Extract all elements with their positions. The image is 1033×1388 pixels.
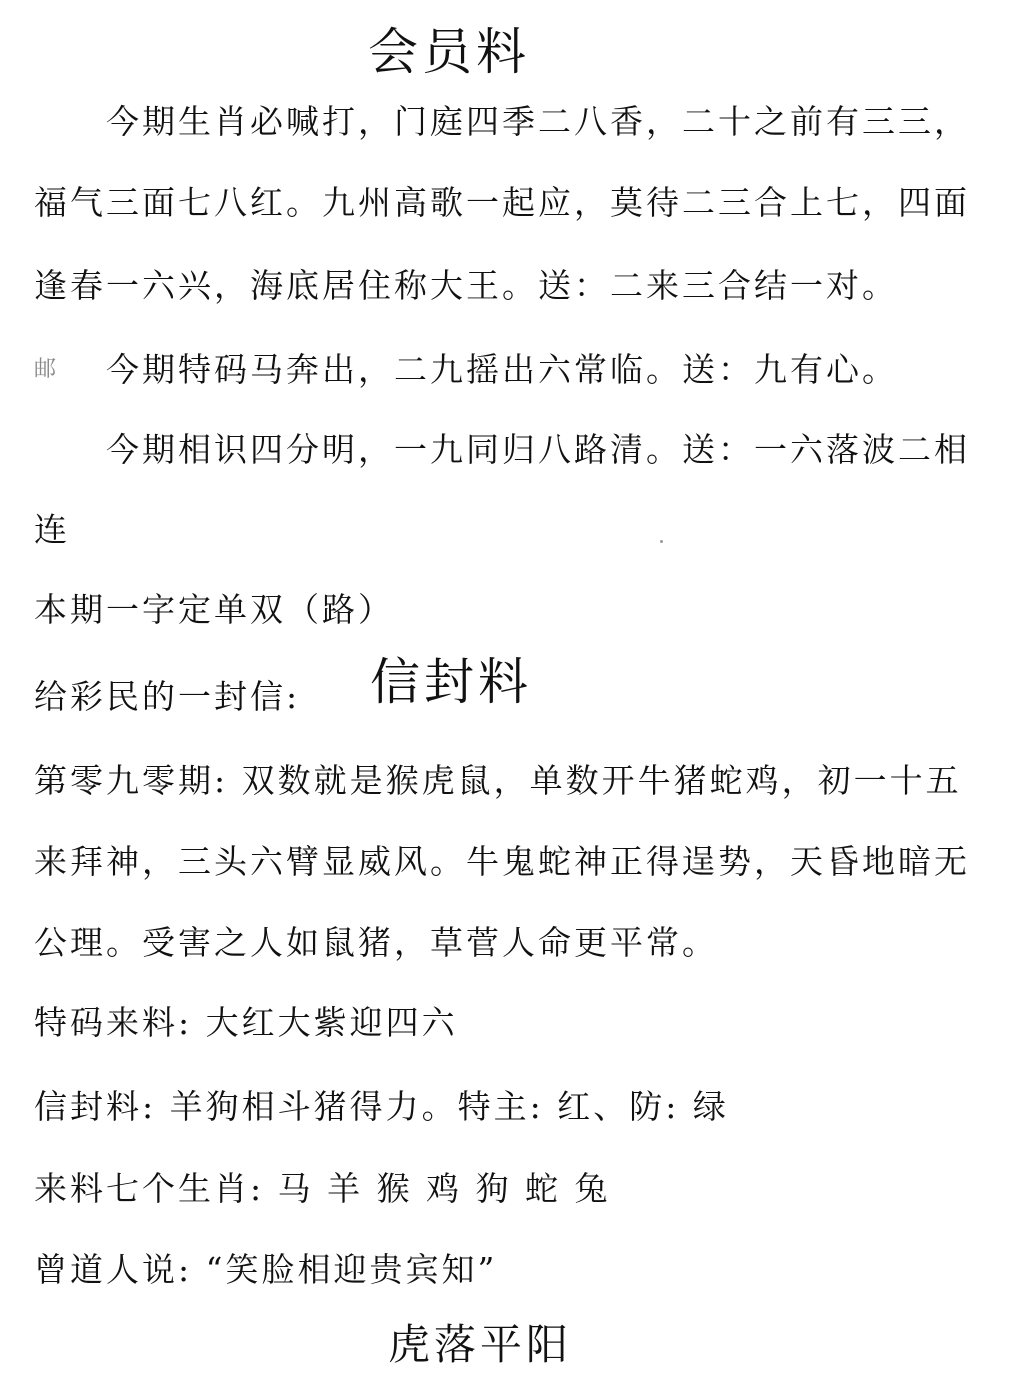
issue-text-line2: 来拜神，三头六臂显威风。牛鬼蛇神正得逞势，天昏地暗无 (34, 842, 970, 881)
footer-title: 虎落平阳 (388, 1320, 573, 1369)
special-code-line: 特码来料: 大红大紫迎四六 (34, 1003, 458, 1042)
letter-intro: 给彩民的一封信: (34, 677, 301, 716)
member-paragraph3-line1: 今期相识四分明，一九同归八路清。送：一六落波二相 (106, 430, 970, 469)
member-paragraph2: 今期特码马奔出，二九摇出六常临。送：九有心。 (106, 350, 898, 389)
member-paragraph1-line3: 逢春一六兴，海底居住称大王。送：二来三合结一对。 (34, 266, 898, 305)
scan-speck (660, 540, 663, 543)
member-title: 会员料 (368, 23, 530, 81)
member-paragraph3-line2: 连 (34, 510, 70, 549)
odd-even-line: 本期一字定单双（路） (34, 590, 394, 629)
envelope-title: 信封料 (370, 653, 532, 711)
margin-mark: 邮 (34, 357, 57, 382)
seven-zodiacs-line: 来料七个生肖: 马 羊 猴 鸡 狗 蛇 兔 (34, 1169, 611, 1208)
issue-text-line1: 第零九零期: 双数就是猴虎鼠，单数开牛猪蛇鸡，初一十五 (34, 761, 962, 800)
issue-text-line3: 公理。受害之人如鼠猪，草菅人命更平常。 (34, 923, 718, 962)
taoist-saying-line: 曾道人说: “笑脸相迎贵宾知” (34, 1250, 498, 1289)
member-paragraph1-line1: 今期生肖必喊打，门庭四季二八香，二十之前有三三， (106, 102, 970, 141)
envelope-line: 信封料: 羊狗相斗猪得力。特主: 红、防: 绿 (34, 1087, 729, 1126)
member-paragraph1-line2: 福气三面七八红。九州高歌一起应，莫待二三合上七，四面 (34, 183, 970, 222)
